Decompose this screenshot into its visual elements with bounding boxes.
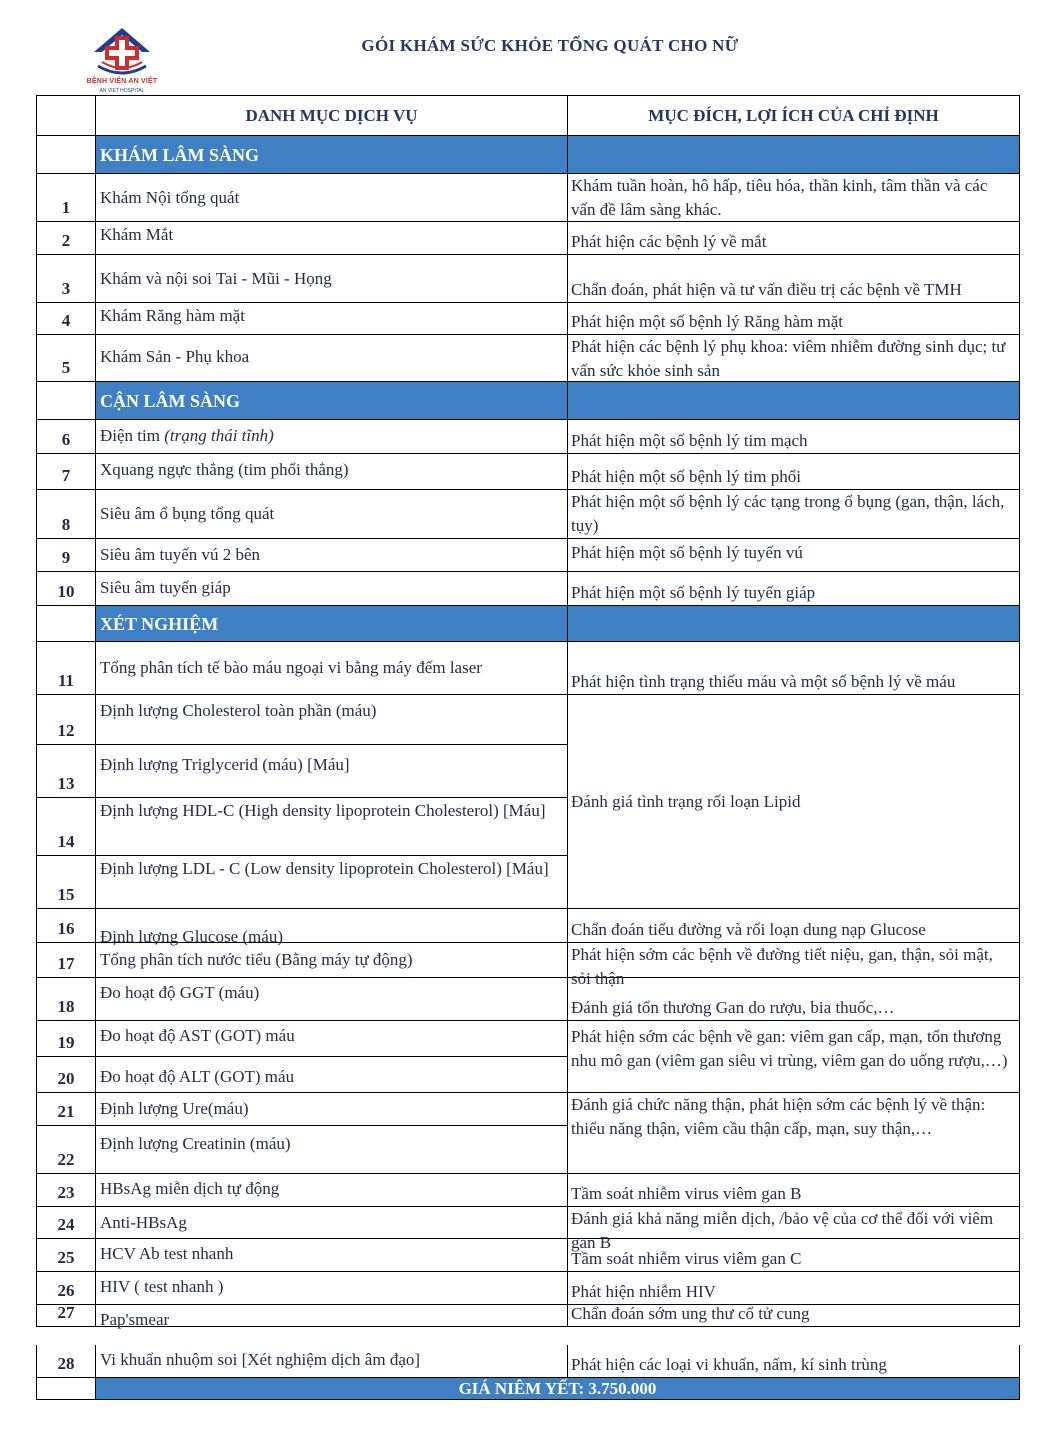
- service-name: HCV Ab test nhanh: [96, 1239, 568, 1272]
- service-name: Siêu âm tuyến vú 2 bên: [96, 539, 568, 572]
- service-purpose: Phát hiện các bệnh lý phụ khoa: viêm nhiễm đường sinh dục; tư vấn sức khỏe sinh sản: [568, 335, 1020, 382]
- row-number: 6: [37, 420, 96, 454]
- row-number: 23: [37, 1174, 96, 1207]
- row-number: 19: [37, 1021, 96, 1057]
- table-header-service: DANH MỤC DỊCH VỤ: [96, 96, 568, 136]
- service-purpose: Phát hiện các loại vi khuẩn, nấm, kí sinh trùng: [568, 1345, 1020, 1378]
- table-header-purpose: MỤC ĐÍCH, LỢI ÍCH CỦA CHỈ ĐỊNH: [568, 96, 1020, 136]
- row-number: 27: [37, 1305, 96, 1327]
- table-header-number: [37, 96, 96, 136]
- row-number: 8: [37, 490, 96, 539]
- service-name: Đo hoạt độ GGT (máu): [96, 978, 568, 1021]
- service-purpose: Chẩn đoán sớm ung thư cổ tử cung: [568, 1305, 1020, 1327]
- section-title: CẬN LÂM SÀNG: [96, 382, 568, 420]
- row-number: 10: [37, 572, 96, 606]
- row-number: 20: [37, 1057, 96, 1093]
- row-number: 2: [37, 222, 96, 255]
- row-number: 3: [37, 255, 96, 303]
- row-number: 12: [37, 695, 96, 745]
- row-number: 28: [37, 1345, 96, 1378]
- service-purpose: Phát hiện một số bệnh lý Răng hàm mặt: [568, 303, 1020, 335]
- service-purpose: Chẩn đoán, phát hiện và tư vấn điều trị các bệnh về TMH: [568, 255, 1020, 303]
- service-table-footer: [36, 1345, 1020, 1400]
- service-purpose: Phát hiện một số bệnh lý các tạng trong ổ bụng (gan, thận, lách, tụy): [568, 490, 1020, 539]
- service-name: Anti-HBsAg: [96, 1207, 568, 1239]
- section-number-blank: [37, 136, 96, 174]
- row-number: 21: [37, 1093, 96, 1126]
- service-name-text: Điện tim: [100, 426, 160, 445]
- service-name: Xquang ngực thẳng (tim phổi thẳng): [96, 454, 568, 490]
- service-purpose: Phát hiện tình trạng thiếu máu và một số bệnh lý về máu: [568, 642, 1020, 695]
- service-name: [96, 420, 568, 454]
- section-title: XÉT NGHIỆM: [96, 606, 568, 642]
- service-purpose: Phát hiện một số bệnh lý tuyến vú: [568, 539, 1020, 572]
- price-number-blank: [37, 1378, 96, 1400]
- row-number: 13: [37, 745, 96, 798]
- liver-purpose: Phát hiện sớm các bệnh về gan: viêm gan cấp, mạn, tổn thương nhu mô gan (viêm gan siêu vi trùng, viêm gan do uống rượu,…): [568, 1021, 1020, 1093]
- section-filler: [568, 136, 1020, 174]
- section-number-blank: [37, 606, 96, 642]
- lipid-purpose: Đánh giá tình trạng rối loạn Lipid: [568, 695, 1020, 909]
- row-number: 25: [37, 1239, 96, 1272]
- row-number: 5: [37, 335, 96, 382]
- row-number: 15: [37, 856, 96, 909]
- service-name: Định lượng HDL-C (High density lipoprotein Cholesterol) [Máu]: [96, 798, 568, 856]
- service-purpose: Phát hiện sớm các bệnh về đường tiết niệu, gan, thận, sỏi mật, sỏi thận: [568, 943, 1020, 978]
- service-name: Khám Sản - Phụ khoa: [96, 335, 568, 382]
- section-filler: [568, 606, 1020, 642]
- row-number: 18: [37, 978, 96, 1021]
- service-name: Định lượng Cholesterol toàn phần (máu): [96, 695, 568, 745]
- service-name: HIV ( test nhanh ): [96, 1272, 568, 1305]
- service-purpose: Chẩn đoán tiểu đường và rối loạn dung nạp Glucose: [568, 909, 1020, 943]
- service-name: Định lượng Triglycerid (máu) [Máu]: [96, 745, 568, 798]
- service-purpose: Phát hiện một số bệnh lý tuyến giáp: [568, 572, 1020, 606]
- hospital-logo: [72, 22, 172, 96]
- service-name: Định lượng Ure(máu): [96, 1093, 568, 1126]
- service-name: Siêu âm tuyến giáp: [96, 572, 568, 606]
- row-number: 1: [37, 174, 96, 222]
- service-name: Pap'smear: [96, 1305, 568, 1327]
- page-title: GÓI KHÁM SỨC KHỎE TỔNG QUÁT CHO NỮ: [361, 36, 739, 55]
- service-table: [36, 95, 1020, 1327]
- section-number-blank: [37, 382, 96, 420]
- service-name: Tổng phân tích tế bào máu ngoại vi bằng máy đếm laser: [96, 642, 568, 695]
- service-purpose: Tầm soát nhiễm virus viêm gan C: [568, 1239, 1020, 1272]
- service-name: Định lượng LDL - C (Low density lipoprotein Cholesterol) [Máu]: [96, 856, 568, 909]
- row-number: 11: [37, 642, 96, 695]
- service-purpose: Phát hiện một số bệnh lý tim phổi: [568, 454, 1020, 490]
- service-purpose: Đánh giá tổn thương Gan do rượu, bia thuốc,…: [568, 978, 1020, 1021]
- service-name: HBsAg miễn dịch tự động: [96, 1174, 568, 1207]
- service-name: Khám và nội soi Tai - Mũi - Họng: [96, 255, 568, 303]
- hospital-cross-icon: [72, 22, 172, 78]
- service-purpose: Đánh giá khả năng miễn dịch, /bảo vệ của cơ thể đối với viêm gan B: [568, 1207, 1020, 1239]
- service-name: Khám Nội tổng quát: [96, 174, 568, 222]
- service-purpose: Khám tuần hoàn, hô hấp, tiêu hóa, thần kinh, tâm thần và các vấn đề lâm sàng khác.: [568, 174, 1020, 222]
- row-number: 14: [37, 798, 96, 856]
- row-number: 26: [37, 1272, 96, 1305]
- row-number: 24: [37, 1207, 96, 1239]
- row-number: 16: [37, 909, 96, 943]
- row-number: 9: [37, 539, 96, 572]
- service-name: Đo hoạt độ ALT (GOT) máu: [96, 1057, 568, 1093]
- section-title: KHÁM LÂM SÀNG: [96, 136, 568, 174]
- kidney-purpose: Đánh giá chức năng thận, phát hiện sớm các bệnh lý về thận: thiểu năng thận, viêm cầu thận cấp, mạn, suy thận,…: [568, 1093, 1020, 1174]
- logo-name: BỆNH VIỆN AN VIỆT: [86, 78, 158, 85]
- listed-price: GIÁ NIÊM YẾT: 3.750.000: [96, 1378, 1020, 1400]
- service-purpose: Phát hiện nhiễm HIV: [568, 1272, 1020, 1305]
- row-number: 22: [37, 1126, 96, 1174]
- row-number: 4: [37, 303, 96, 335]
- service-name: Tổng phân tích nước tiểu (Bằng máy tự động): [96, 943, 568, 978]
- service-purpose: Phát hiện các bệnh lý về mắt: [568, 222, 1020, 255]
- service-name: Khám Răng hàm mặt: [96, 303, 568, 335]
- service-name: Định lượng Glucose (máu): [96, 909, 568, 943]
- service-name-note: (trạng thái tĩnh): [164, 426, 274, 445]
- section-filler: [568, 382, 1020, 420]
- service-name: Đo hoạt độ AST (GOT) máu: [96, 1021, 568, 1057]
- service-name: Khám Mắt: [96, 222, 568, 255]
- service-purpose: Tầm soát nhiễm virus viêm gan B: [568, 1174, 1020, 1207]
- service-name: Định lượng Creatinin (máu): [96, 1126, 568, 1174]
- row-number: 17: [37, 943, 96, 978]
- service-purpose: Phát hiện một số bệnh lý tim mạch: [568, 420, 1020, 454]
- service-name: Siêu âm ổ bụng tổng quát: [96, 490, 568, 539]
- logo-subtitle: AN VIET HOSPITAL: [99, 88, 145, 94]
- service-name: Vi khuẩn nhuộm soi [Xét nghiệm dịch âm đạo]: [96, 1345, 568, 1378]
- row-number: 7: [37, 454, 96, 490]
